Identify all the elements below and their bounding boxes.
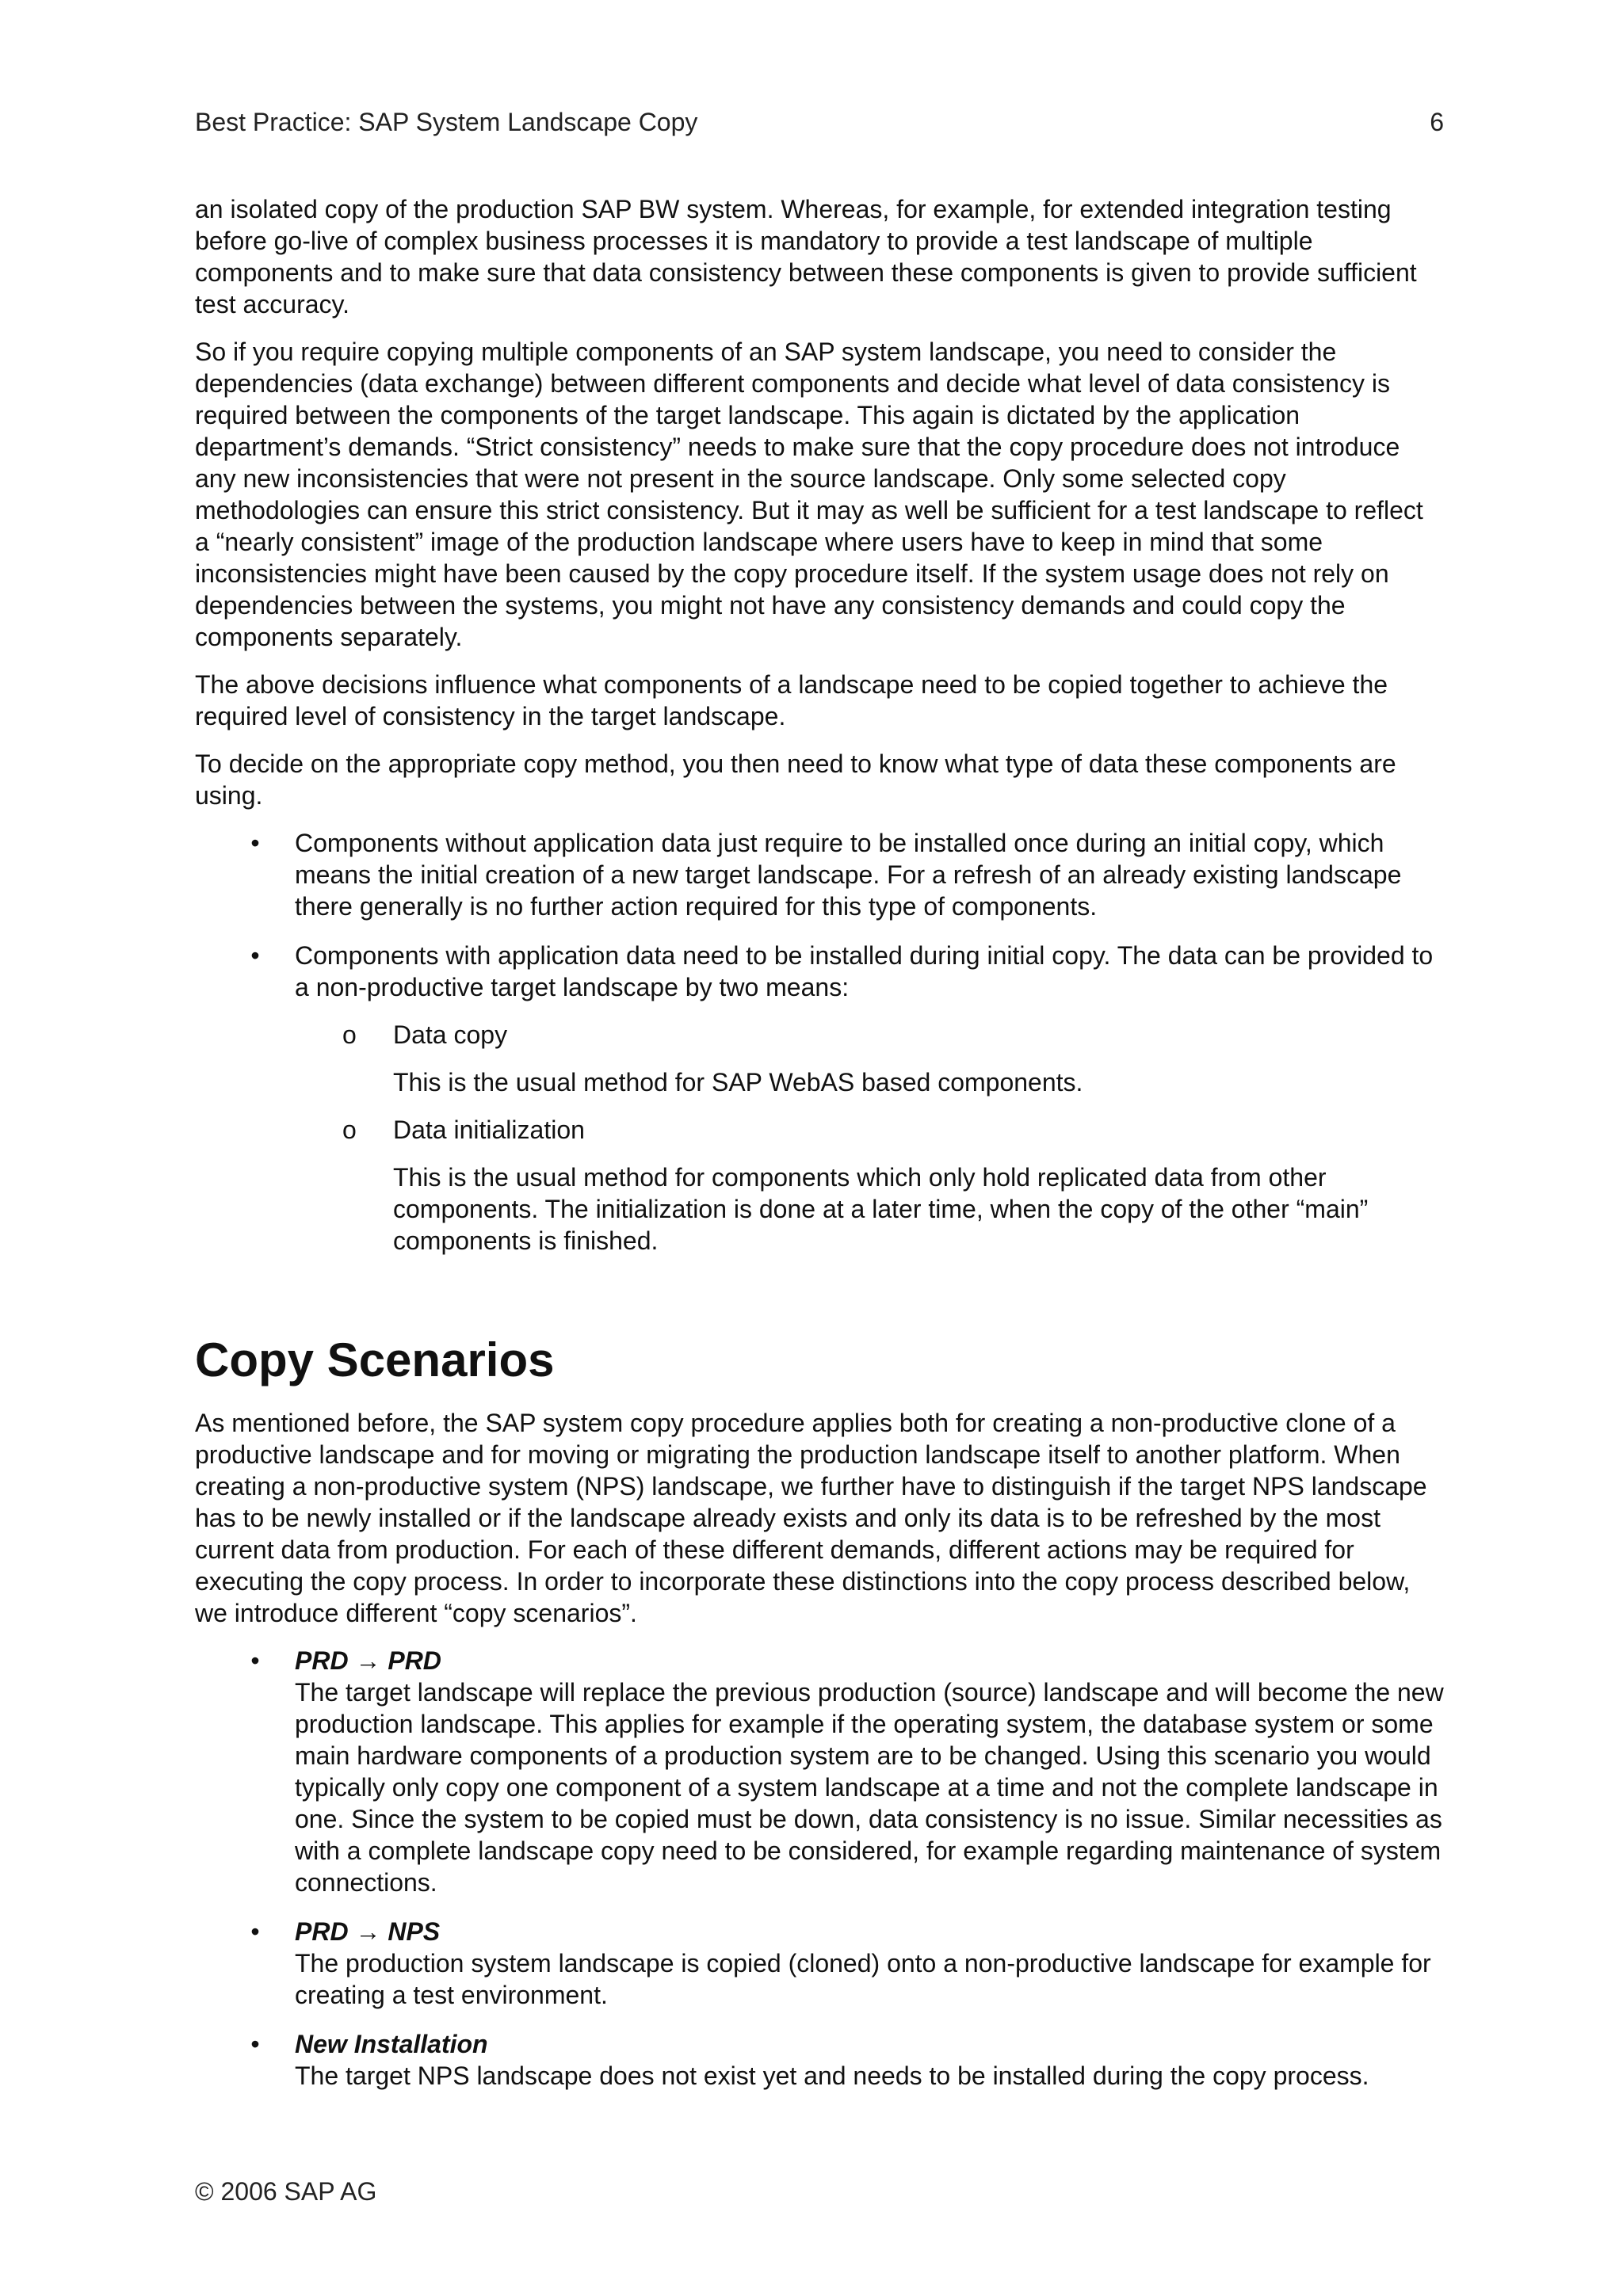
- list-item-text: Components without application data just require to be installed once during an initial copy, which means the initial creation of a new target landscape. For a refresh of an already existing landscape there generally is no further action required for this type of components.: [295, 829, 1402, 921]
- page-footer: © 2006 SAP AG: [195, 2177, 377, 2206]
- circle-bullet-icon: o: [342, 1116, 357, 1144]
- sub-item-description: This is the usual method for SAP WebAS based components.: [393, 1068, 1083, 1097]
- list-item: [195, 1645, 1444, 1898]
- section-heading: Copy Scenarios: [195, 1333, 555, 1386]
- data-means-list: [295, 1019, 1444, 1257]
- list-item: [195, 827, 1444, 922]
- copy-scenarios-list: [195, 1645, 1444, 2092]
- sub-list-item: [295, 1114, 1444, 1257]
- paragraph: an isolated copy of the production SAP BW system. Whereas, for example, for extended integration testing before go-live of complex business processes it is mandatory to provide a test landscape of multiple components and to make sure that data consistency between these components is given to provide sufficient test accuracy.: [195, 195, 1417, 318]
- circle-bullet-icon: o: [342, 1020, 357, 1049]
- bullet-icon: •: [250, 941, 260, 970]
- paragraph: The above decisions influence what components of a landscape need to be copied together to achieve the required level of consistency in the target landscape.: [195, 670, 1388, 730]
- bullet-icon: •: [250, 1917, 260, 1946]
- list-item: [195, 2028, 1444, 2092]
- paragraph: So if you require copying multiple components of an SAP system landscape, you need to consider the dependencies (data exchange) between different components and decide what level of data consistency is required between the components of the target landscape. This again is dictated by the application department’s demands. “Strict consistency” needs to make sure that the copy procedure does not introduce any new inconsistencies that were not present in the source landscape. Only some selected copy methodologies can ensure this strict consistency. But it may as well be sufficient for a test landscape to reflect a “nearly consistent” image of the production landscape where users have to keep in mind that some inconsistencies might have been caused by the copy procedure itself. If the system usage does not rely on dependencies between the systems, you might not have any consistency demands and could copy the components separately.: [195, 338, 1423, 651]
- list-item: [195, 940, 1444, 1257]
- header-title: Best Practice: SAP System Landscape Copy: [195, 108, 698, 136]
- scenario-description: The target NPS landscape does not exist yet and needs to be installed during the copy process.: [295, 2061, 1369, 2090]
- list-item: [195, 1916, 1444, 2011]
- sub-item-title: Data initialization: [393, 1116, 585, 1144]
- list-item-text: Components with application data need to be installed during initial copy. The data can be provided to a non-productive target landscape by two means:: [295, 941, 1434, 1001]
- scenario-term: PRD → NPS: [295, 1917, 441, 1946]
- paragraph: As mentioned before, the SAP system copy procedure applies both for creating a non-productive clone of a productive landscape and for moving or migrating the production landscape itself to another platform. When creating a non-productive system (NPS) landscape, we further have to distinguish if the target NPS landscape has to be newly installed or if the landscape already exists and only its data is to be refreshed by the most current data from production. For each of these different demands, different actions may be required for executing the copy process. In order to incorporate these distinctions into the copy process described below, we introduce different “copy scenarios”.: [195, 1409, 1427, 1627]
- scenario-term: New Installation: [295, 2030, 488, 2058]
- bullet-icon: •: [250, 2030, 260, 2058]
- scenario-description: The target landscape will replace the previous production (source) landscape and will become the new production landscape. This applies for example if the operating system, the database system or some main hardware components of a production system are to be changed. Using this scenario you would typically only copy one component of a system landscape at a time and not the complete landscape in one. Since the system to be copied must be down, data consistency is no issue. Similar necessities as with a complete landscape copy need to be considered, for example regarding maintenance of system connections.: [295, 1678, 1444, 1897]
- paragraph: To decide on the appropriate copy method, you then need to know what type of data these components are using.: [195, 749, 1396, 810]
- sub-list-item: [295, 1019, 1444, 1098]
- page-body: [195, 193, 1444, 2109]
- sub-item-title: Data copy: [393, 1020, 508, 1049]
- bullet-icon: •: [250, 1646, 260, 1675]
- data-type-list: [195, 827, 1444, 1257]
- bullet-icon: •: [250, 829, 260, 857]
- scenario-term: PRD → PRD: [295, 1646, 441, 1675]
- page-number: 6: [1430, 108, 1444, 136]
- scenario-description: The production system landscape is copied (cloned) onto a non-productive landscape for example for creating a test environment.: [295, 1949, 1431, 2009]
- sub-item-description: This is the usual method for components which only hold replicated data from other components. The initialization is done at a later time, when the copy of the other “main” components is finished.: [393, 1163, 1369, 1255]
